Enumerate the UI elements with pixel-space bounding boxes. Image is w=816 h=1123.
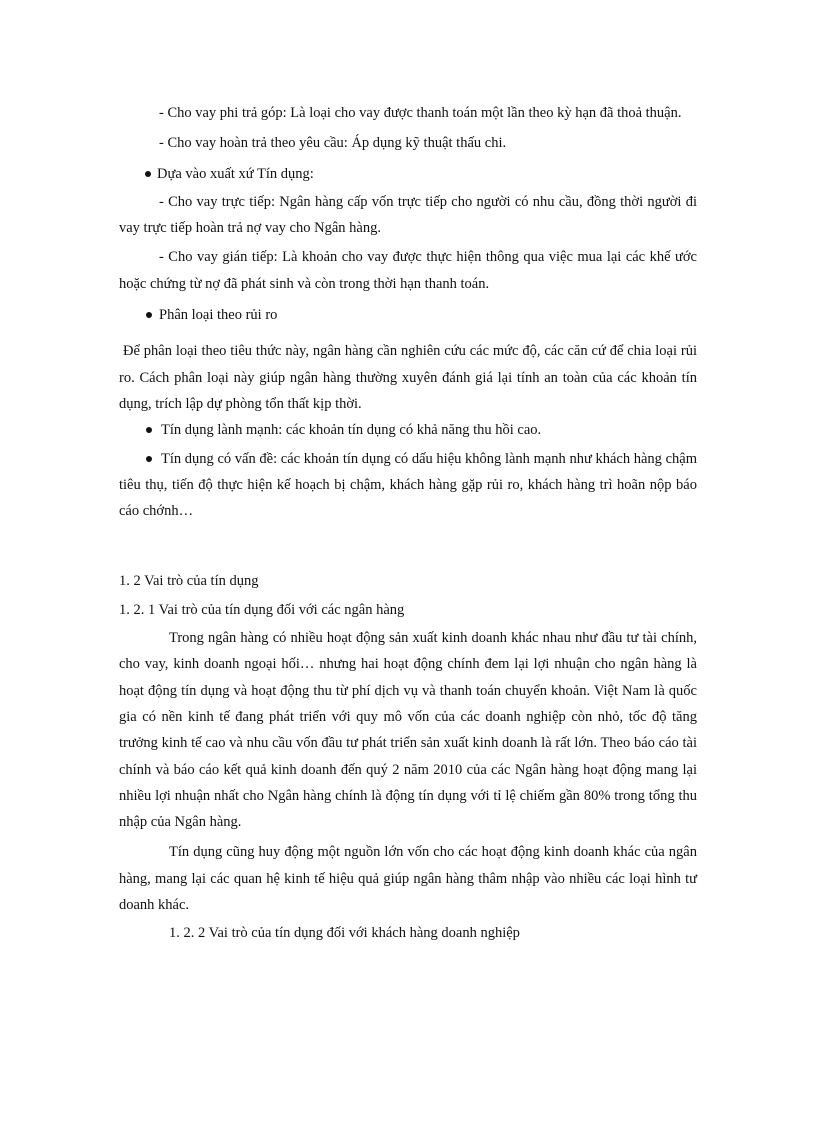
section-gap — [119, 524, 697, 568]
document-body — [119, 100, 697, 947]
bank-role-paragraph: Trong ngân hàng có nhiều hoạt động sản xuất kinh doanh khác nhau như đầu tư tài chính, cho vay, kinh doanh ngoại hối… nhưng hai hoạt động chính đem lại lợi nhuận cho ngân hàng là hoạt động tín dụng và hoạt động thu từ phí dịch vụ và thanh toán chuyển khoản. Việt Nam là quốc gia có nền kinh tế đang phát triển với quy mô vốn của các doanh nghiệp còn nhỏ, tốc độ tăng trưởng kinh tế cao và nhu cầu vốn đầu tư phát triển sản xuất kinh doanh là rất lớn. Theo báo cáo tài chính và báo cáo kết quả kinh doanh đến quý 2 năm 2010 của các Ngân hàng hoạt động mang lại nhiều lợi nhuận nhất cho Ngân hàng chính là động tín dụng với tỉ lệ chiếm gần 80% trong tổng thu nhập của Ngân hàng. — [119, 630, 697, 831]
bullet-icon — [146, 456, 152, 462]
bullet-icon — [145, 171, 151, 177]
bullet-icon — [146, 427, 152, 433]
problem-credit-text: Tín dụng có vấn đề: các khoản tín dụng có dấu hiệu không lành mạnh như khách hàng chậm tiêu thụ, tiến độ thực hiện kế hoạch bị chậm, khách hàng gặp rủi ro, khách hàng trì hoãn nộp báo cáo chớnh… — [119, 450, 697, 520]
list-item — [119, 446, 697, 525]
list-item — [119, 302, 697, 328]
loan-direct-text: - Cho vay trực tiếp: Ngân hàng cấp vốn trực tiếp cho người có nhu cầu, đồng thời người đi vay trực tiếp hoàn trả nợ vay cho Ngân hàng. — [119, 193, 697, 237]
risk-classification-paragraph: Để phân loại theo tiêu thức này, ngân hàng cần nghiên cứu các mức độ, các căn cứ để chia loại rủi ro. Cách phân loại này giúp ngân hàng thường xuyên đánh giá lại tính an toàn của các khoản tín dụng, trích lập dự phòng tổn thất kịp thời. — [119, 343, 697, 412]
bank-role-paragraph-2: Tín dụng cũng huy động một nguồn lớn vốn cho các hoạt động kinh doanh khác của ngân hàng, mang lại các quan hệ kinh tế hiệu quả giúp ngân hàng thâm nhập vào nhiều các loại hình tư doanh khác. — [119, 844, 697, 914]
loan-non-installment-text: - Cho vay phi trả góp: Là loại cho vay được thanh toán một lần theo kỳ hạn đã thoả thuận. — [159, 105, 682, 121]
subsection-heading: 1. 2. 2 Vai trò của tín dụng đối với khách hàng doanh nghiệp — [169, 925, 520, 942]
subsection-heading: 1. 2. 1 Vai trò của tín dụng đối với các ngân hàng — [119, 601, 405, 618]
bullet-icon — [146, 312, 152, 318]
bullet-origin-label: Dựa vào xuất xứ Tín dụng: — [157, 165, 314, 182]
healthy-credit-text: Tín dụng lành mạnh: các khoản tín dụng có khả năng thu hồi cao. — [161, 422, 542, 439]
loan-on-demand-text: - Cho vay hoàn trả theo yêu cầu: Áp dụng kỹ thuật thấu chi. — [159, 135, 507, 152]
bullet-risk-label: Phân loại theo rủi ro — [159, 307, 278, 324]
list-item — [119, 161, 697, 187]
list-item — [119, 417, 697, 443]
section-heading: 1. 2 Vai trò của tín dụng — [119, 573, 259, 590]
loan-indirect-text: - Cho vay gián tiếp: Là khoản cho vay được thực hiện thông qua việc mua lại các khế ước hoặc chứng từ nợ đã phát sinh và còn trong thời hạn thanh toán. — [119, 249, 697, 292]
